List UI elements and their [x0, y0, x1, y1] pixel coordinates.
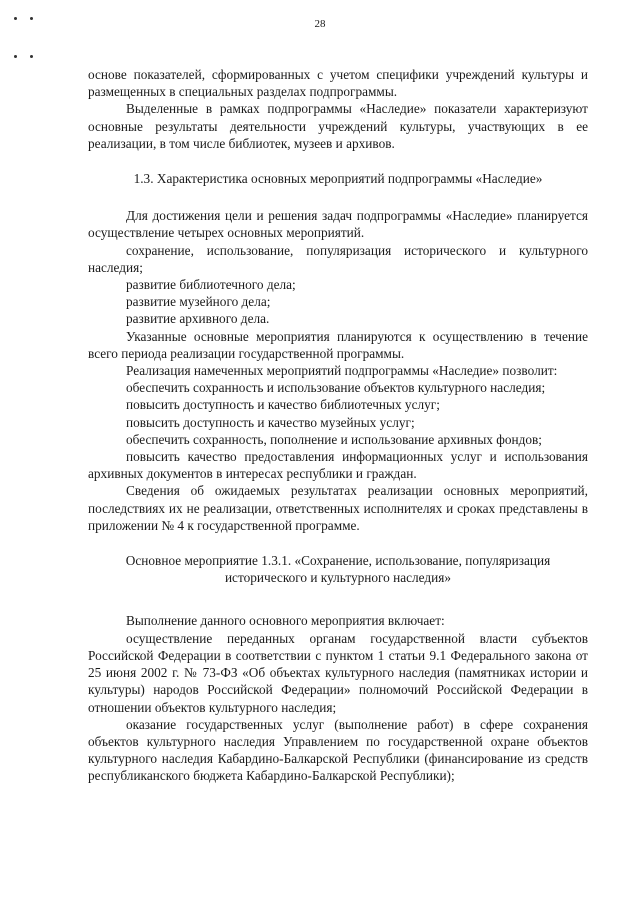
list-item: развитие библиотечного дела; — [126, 277, 296, 293]
paragraph: основе показателей, сформированных с учетом специфики учреждений культуры и размещенных в специальных разделах подпрограммы. — [88, 67, 588, 100]
list-item: развитие музейного дела; — [126, 294, 271, 310]
subsection-heading: Основное мероприятие 1.3.1. «Сохранение, использование, популяризация исторического и культурного наследия» — [125, 553, 551, 586]
list-item: обеспечить сохранность, пополнение и использование архивных фондов; — [126, 431, 542, 447]
paragraph: Выполнение данного основного мероприятия включает: — [126, 613, 445, 629]
list-item: осуществление переданных органам государственной власти субъектов Российской Федерации в соответствии с пунктом 1 статьи 9.1 Федерального закона от 25 июня 2002 г. № 73-ФЗ «Об объектах культурного наследия (памятниках истории и культуры) народов Российской Федерации» полномочий Российской Федерации в отношении объектов культурного наследия; — [88, 630, 588, 715]
paragraph: Сведения об ожидаемых результатах реализации основных мероприятий, последствиях их не реализации, ответственных исполнителях и сроках представлены в приложении № 4 к государственной программе. — [88, 483, 588, 533]
scan-artifact-dot — [30, 55, 33, 58]
page-number: 28 — [314, 18, 326, 30]
list-item: повысить качество предоставления информационных услуг и использования архивных документов в интересах республики и граждан. — [88, 449, 588, 482]
paragraph: Выделенные в рамках подпрограммы «Наследие» показатели характеризуют основные результаты деятельности учреждений культуры, участвующих в ее реализации, в том числе библиотек, музеев и архивов. — [88, 101, 588, 151]
scan-artifact-dot — [14, 55, 17, 58]
document-body — [88, 66, 588, 785]
list-item: оказание государственных услуг (выполнение работ) в сфере сохранения объектов культурного наследия Управлением по государственной охране объектов культурного наследия Кабардино-Балкарской Республики (финансирование из средств республиканского бюджета Кабардино-Балкарской Республики); — [88, 716, 588, 784]
paragraph: Реализация намеченных мероприятий подпрограммы «Наследие» позволит: — [126, 363, 558, 379]
paragraph: Указанные основные мероприятия планируются к осуществлению в течение всего периода реализации государственной программы. — [88, 328, 588, 361]
list-item: развитие архивного дела. — [126, 311, 270, 327]
paragraph: Для достижения цели и решения задач подпрограммы «Наследие» планируется осуществление четырех основных мероприятий. — [88, 208, 588, 241]
list-item: сохранение, использование, популяризация исторического и культурного наследия; — [88, 242, 588, 275]
list-item: повысить доступность и качество библиотечных услуг; — [126, 397, 440, 413]
list-item: повысить доступность и качество музейных услуг; — [126, 414, 415, 430]
section-heading: 1.3. Характеристика основных мероприятий подпрограммы «Наследие» — [133, 171, 543, 187]
list-item: обеспечить сохранность и использование объектов культурного наследия; — [126, 380, 546, 396]
